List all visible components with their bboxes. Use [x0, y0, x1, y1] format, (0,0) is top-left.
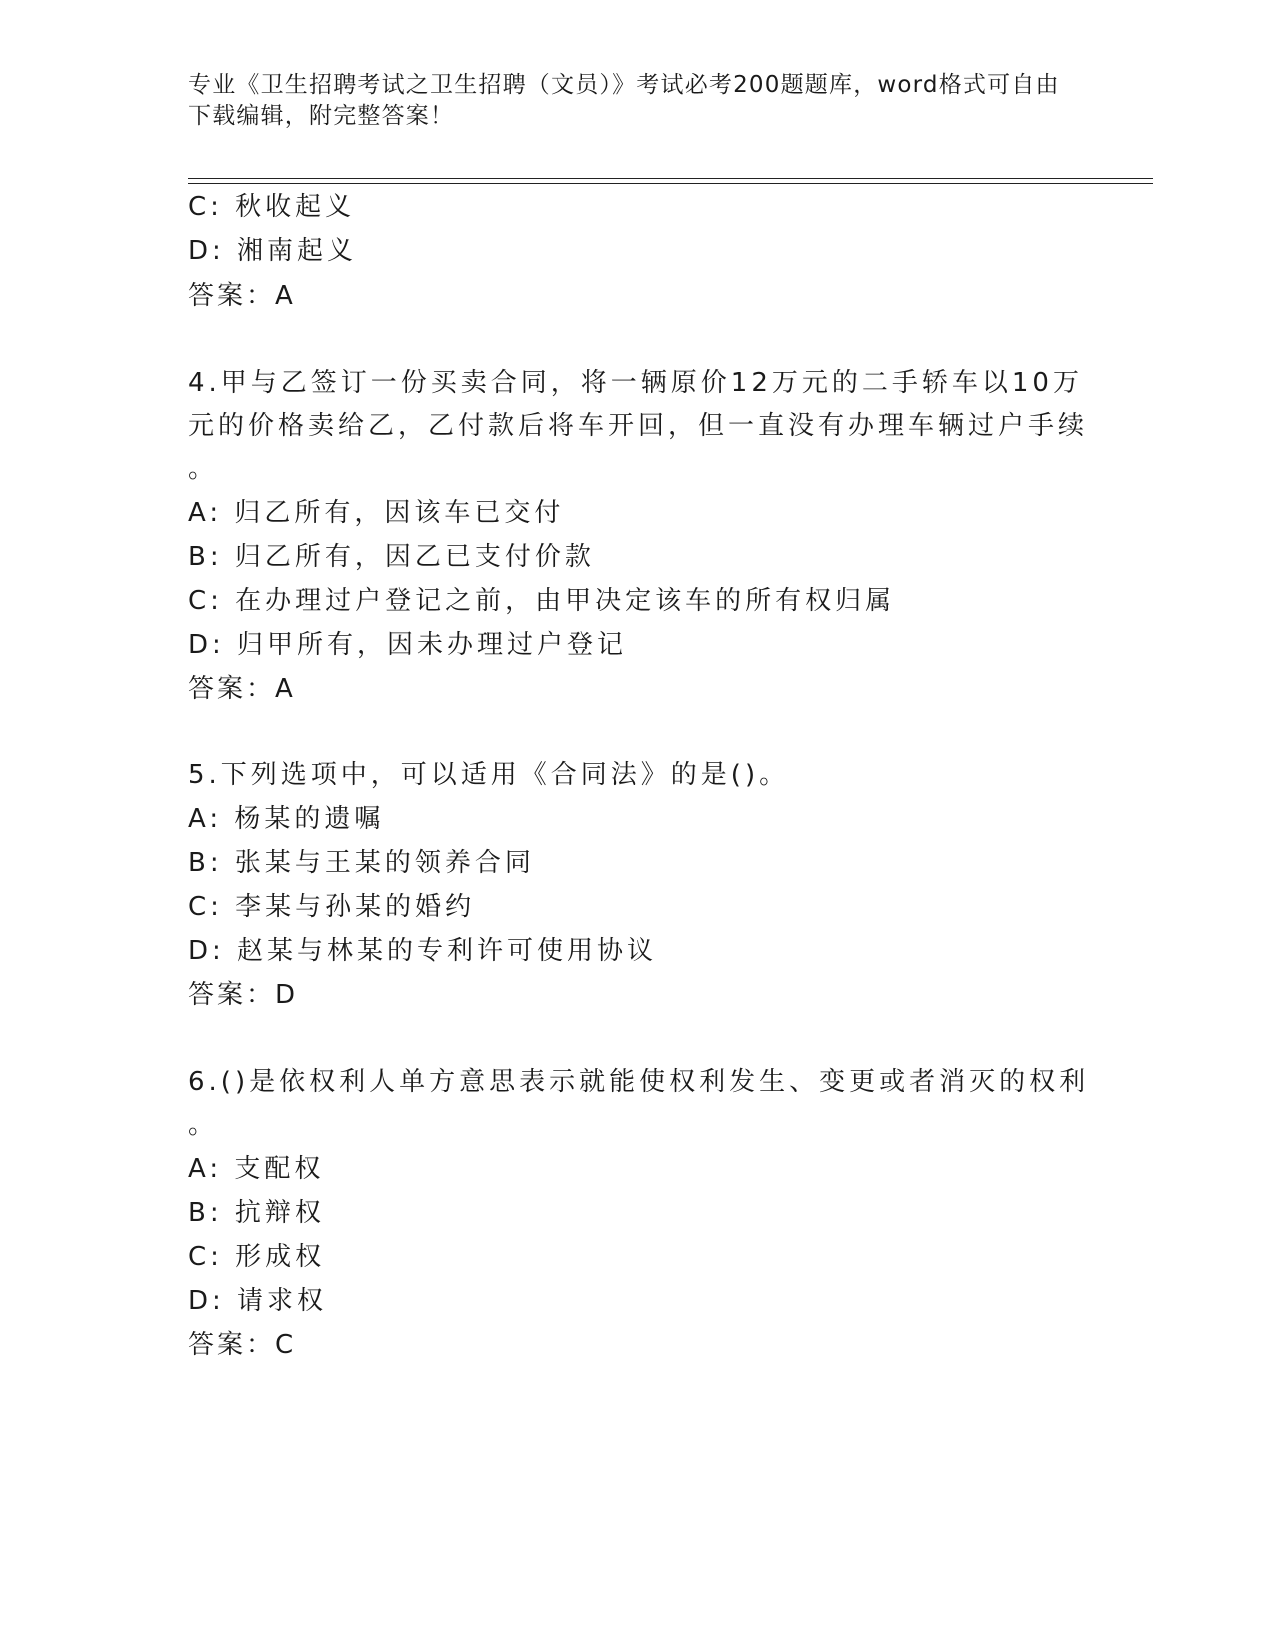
q6-stem-line2: 。	[188, 1110, 219, 1140]
q4-option-a: A: 归乙所有，因该车已交付	[188, 498, 565, 528]
q4-stem-line1: 4.甲与乙签订一份买卖合同，将一辆原价12万元的二手轿车以10万	[188, 368, 1083, 398]
q6-option-b: B: 抗辩权	[188, 1198, 325, 1228]
q6-answer: 答案：C	[188, 1330, 297, 1360]
q5-option-c: C: 李某与孙某的婚约	[188, 892, 476, 922]
q5-stem: 5.下列选项中，可以适用《合同法》的是()。	[188, 760, 790, 790]
q4-option-d: D: 归甲所有，因未办理过户登记	[188, 630, 628, 660]
q6-option-d: D: 请求权	[188, 1286, 328, 1316]
header-rule-top	[188, 178, 1153, 179]
q5-option-d: D: 赵某与林某的专利许可使用协议	[188, 936, 658, 966]
q4-stem-line3: 。	[188, 454, 219, 484]
q4-option-b: B: 归乙所有，因乙已支付价款	[188, 542, 595, 572]
q6-option-c: C: 形成权	[188, 1242, 326, 1272]
q5-answer: 答案：D	[188, 980, 299, 1010]
q6-stem-line1: 6.()是依权利人单方意思表示就能使权利发生、变更或者消灭的权利	[188, 1067, 1090, 1097]
q5-option-a: A: 杨某的遗嘱	[188, 804, 385, 834]
q6-option-a: A: 支配权	[188, 1154, 325, 1184]
q3-option-c: C: 秋收起义	[188, 192, 356, 222]
q4-option-c: C: 在办理过户登记之前，由甲决定该车的所有权归属	[188, 586, 896, 616]
header-rule-bottom	[188, 183, 1153, 184]
q3-option-d: D: 湘南起义	[188, 236, 358, 266]
document-header: 专业《卫生招聘考试之卫生招聘（文员）》考试必考200题题库，word格式可自由下载编辑，附完整答案！	[188, 72, 1060, 129]
q3-answer: 答案：A	[188, 281, 296, 311]
q4-answer: 答案：A	[188, 674, 296, 704]
q5-option-b: B: 张某与王某的领养合同	[188, 848, 535, 878]
q4-stem-line2: 元的价格卖给乙，乙付款后将车开回，但一直没有办理车辆过户手续	[188, 411, 1089, 441]
